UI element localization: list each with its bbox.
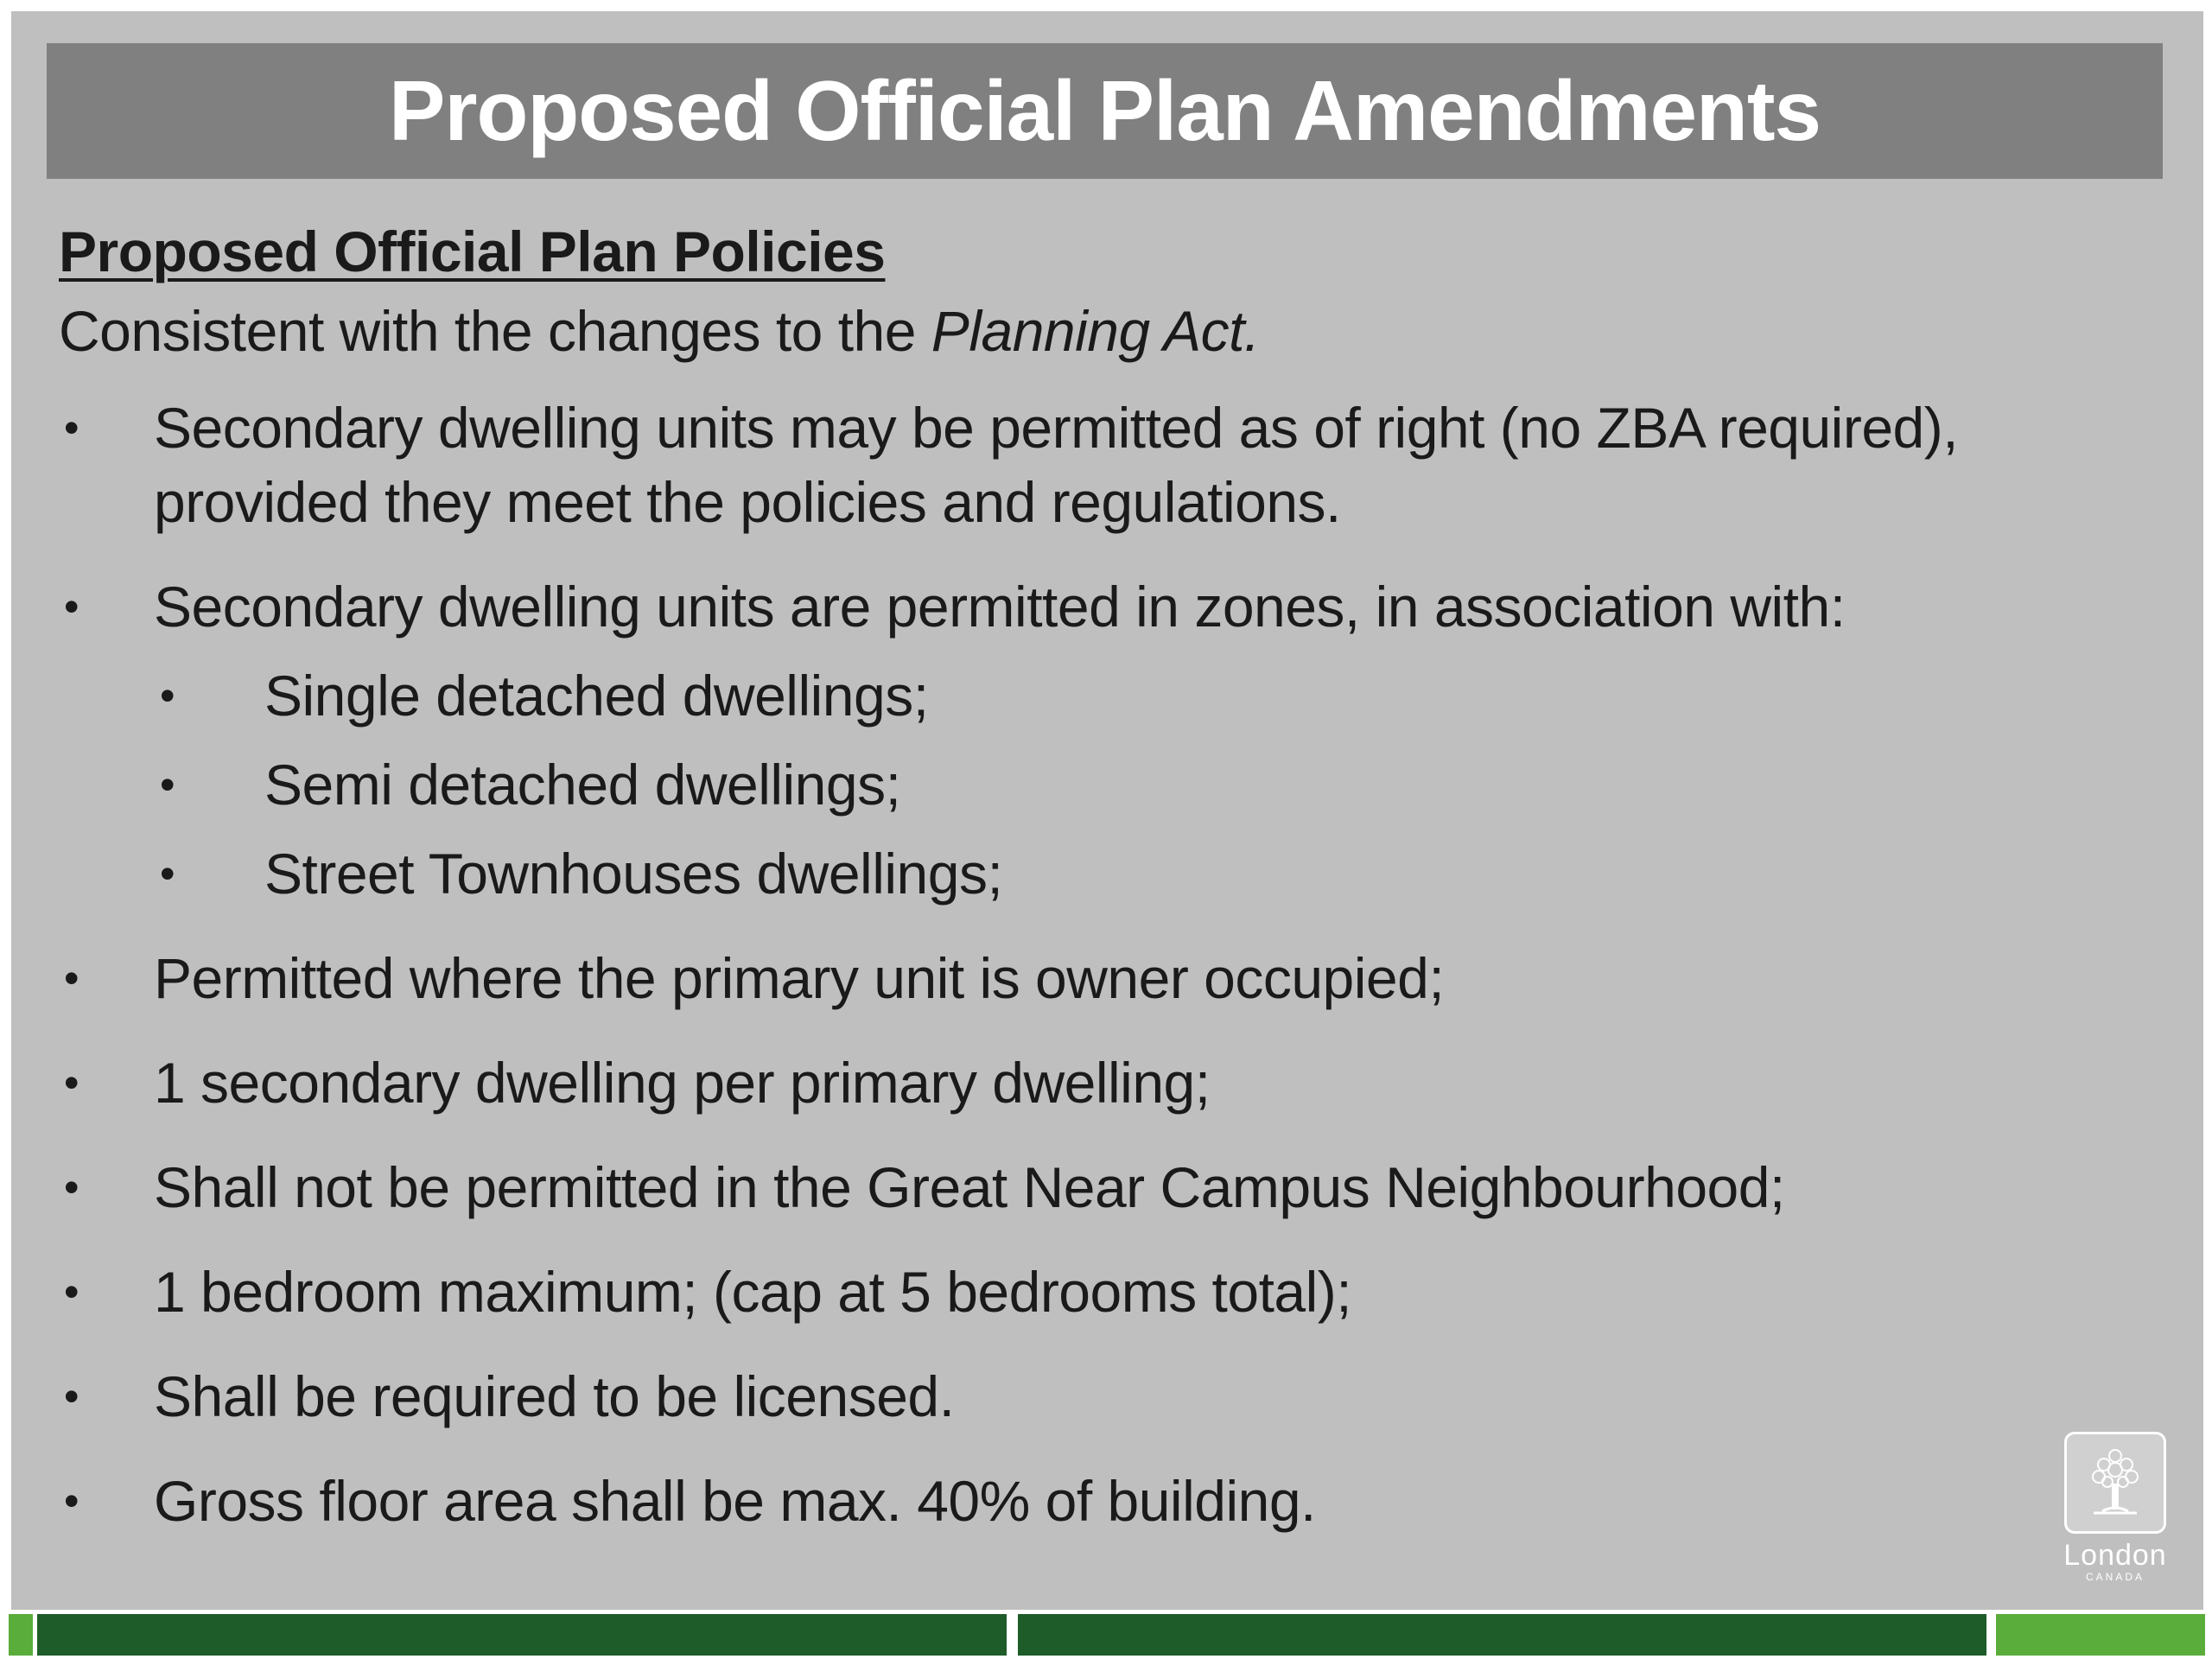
bullet-dot: • [64, 582, 79, 631]
bullet-dot: • [64, 1372, 79, 1421]
logo-country: CANADA [2085, 1571, 2145, 1583]
bullet-text: Secondary dwelling units are permitted in zones, in association with: [154, 575, 1846, 639]
list-item [59, 1464, 2167, 1538]
list-item [59, 1046, 2167, 1120]
tree-icon [2076, 1444, 2154, 1522]
sub-bullet-text: Street Townhouses dwellings; [264, 842, 1003, 906]
list-item [59, 1359, 2167, 1433]
bullet-dot: • [64, 1058, 79, 1107]
bullet-text: Shall be required to be licensed. [154, 1364, 955, 1428]
list-item [59, 941, 2167, 1015]
list-item [59, 1255, 2167, 1329]
bullet-text: Secondary dwelling units may be permitted as of right (no ZBA required), provided they meet the policies and regulations. [154, 396, 1959, 534]
list-item [59, 1150, 2167, 1224]
slide-title: Proposed Official Plan Amendments [389, 63, 1821, 158]
sub-bullet-list [59, 658, 2167, 911]
bullet-text: 1 bedroom maximum; (cap at 5 bedrooms total); [154, 1260, 1352, 1324]
bullet-dot: • [160, 849, 175, 898]
footer-bar-segment [1996, 1614, 2205, 1656]
bullet-dot: • [64, 1477, 79, 1525]
title-bar [47, 43, 2163, 179]
sub-bullet-text: Semi detached dwellings; [264, 753, 901, 817]
bullet-dot: • [160, 671, 175, 720]
slide-content [59, 219, 2167, 1568]
intro-emphasis: Planning Act. [931, 299, 1260, 363]
bullet-dot: • [160, 760, 175, 809]
bullet-dot: • [64, 954, 79, 1002]
bullet-list [59, 391, 2167, 1538]
footer-bar-segment [1018, 1614, 1986, 1656]
list-item [59, 391, 2167, 539]
slide [11, 11, 2203, 1610]
intro-prefix: Consistent with the changes to the [59, 299, 931, 363]
sub-list-item [59, 658, 2167, 733]
bullet-text: Shall not be permitted in the Great Near Campus Neighbourhood; [154, 1155, 1785, 1219]
sub-bullet-text: Single detached dwellings; [264, 664, 929, 728]
list-item [59, 569, 2167, 911]
bullet-dot: • [64, 404, 79, 452]
sub-list-item [59, 836, 2167, 911]
bullet-dot: • [64, 1268, 79, 1316]
footer-bar-segment [9, 1614, 33, 1656]
london-logo [2059, 1432, 2171, 1587]
bullet-text: Gross floor area shall be max. 40% of building. [154, 1469, 1316, 1533]
logo-box [2064, 1432, 2166, 1534]
bullet-text: 1 secondary dwelling per primary dwelling; [154, 1051, 1211, 1115]
bullet-text: Permitted where the primary unit is owner occupied; [154, 946, 1445, 1010]
intro-text [59, 299, 2167, 363]
footer-bar-segment [37, 1614, 1007, 1656]
bullet-dot: • [64, 1163, 79, 1211]
section-heading: Proposed Official Plan Policies [59, 219, 886, 283]
logo-name: London [2063, 1539, 2167, 1572]
sub-list-item [59, 747, 2167, 822]
